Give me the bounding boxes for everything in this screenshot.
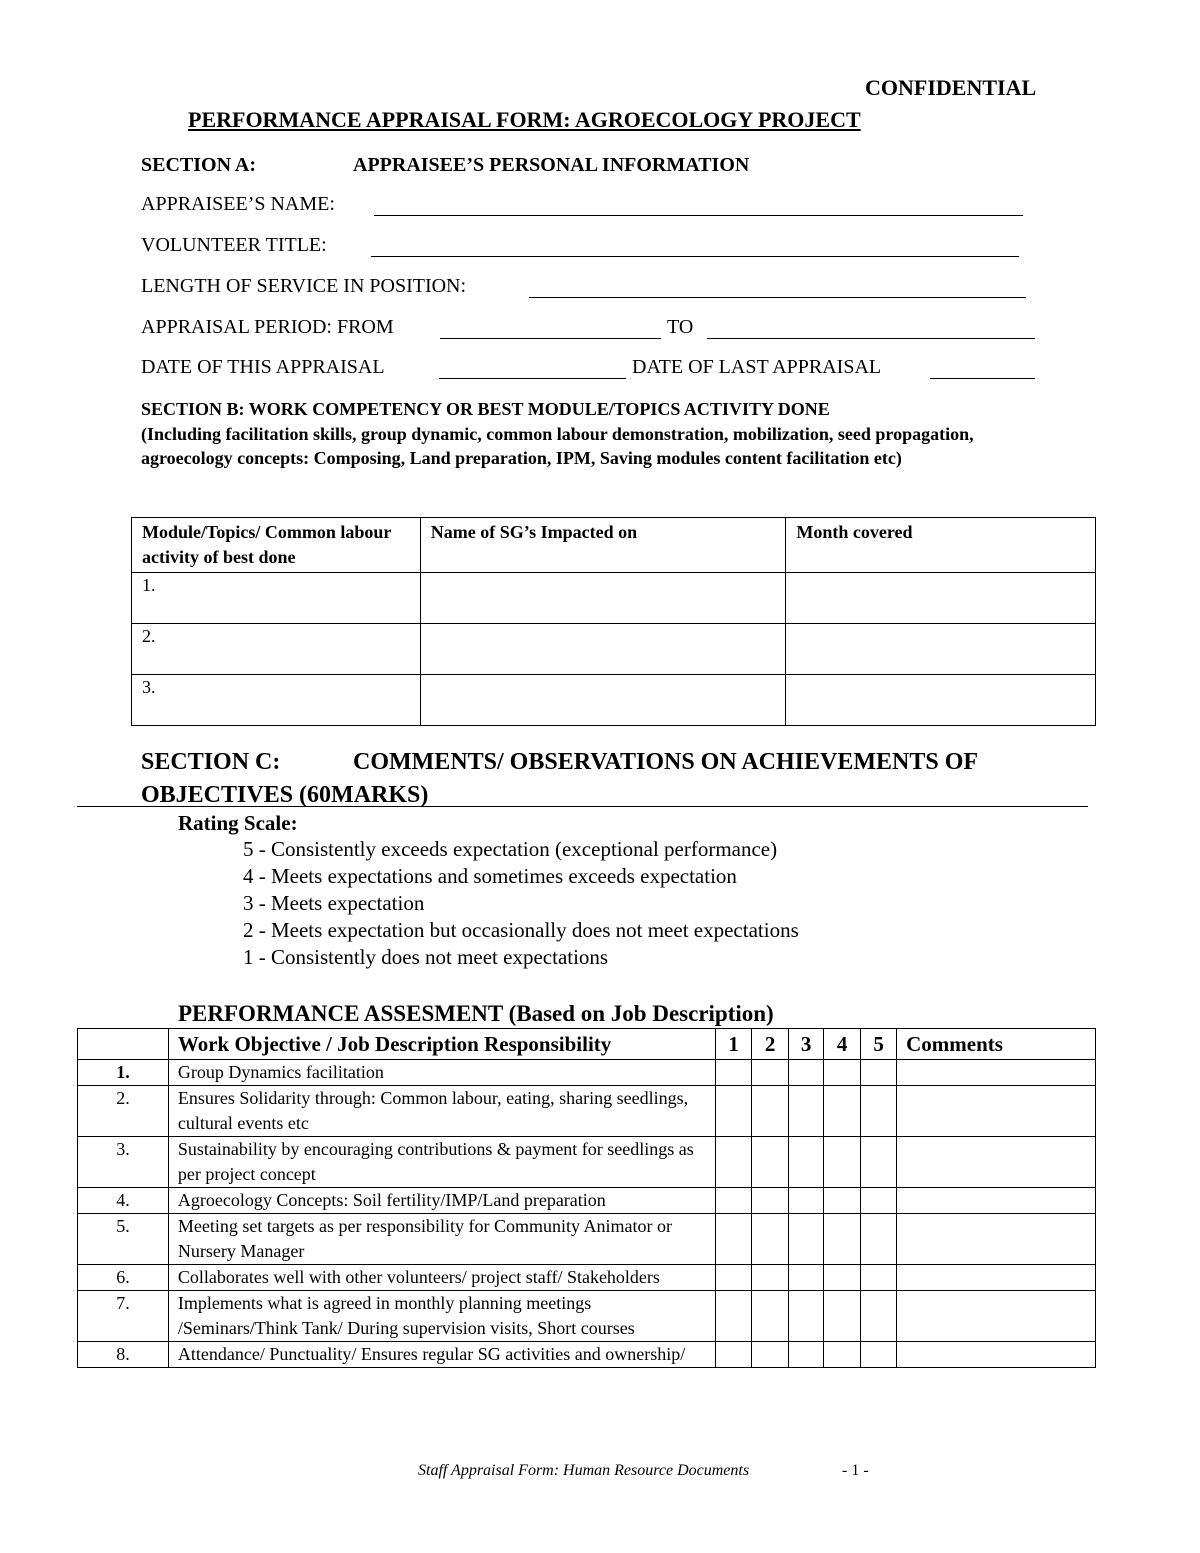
column-header-rating-3: 3 bbox=[789, 1029, 824, 1060]
appraisee-name-field[interactable] bbox=[374, 215, 1023, 216]
sg-impacted-cell[interactable] bbox=[420, 624, 786, 675]
rating-5-cell[interactable] bbox=[861, 1137, 897, 1188]
column-header-objective: Work Objective / Job Description Responsibility bbox=[168, 1029, 715, 1060]
rating-5-cell[interactable] bbox=[861, 1342, 897, 1368]
rating-4-cell[interactable] bbox=[824, 1214, 861, 1265]
column-header-comments: Comments bbox=[897, 1029, 1096, 1060]
appraisal-period-to-label: TO bbox=[667, 316, 694, 338]
comments-cell[interactable] bbox=[897, 1342, 1096, 1368]
rating-2-cell[interactable] bbox=[752, 1060, 789, 1086]
column-header-rating-5: 5 bbox=[861, 1029, 897, 1060]
row-number: 6. bbox=[78, 1265, 169, 1291]
rating-3-cell[interactable] bbox=[789, 1137, 824, 1188]
rating-5-cell[interactable] bbox=[861, 1214, 897, 1265]
rating-2-cell[interactable] bbox=[752, 1342, 789, 1368]
appraisal-period-to-field[interactable] bbox=[707, 338, 1035, 339]
rating-1-cell[interactable] bbox=[716, 1137, 752, 1188]
rating-4-cell[interactable] bbox=[824, 1137, 861, 1188]
best-activity-table bbox=[131, 517, 1096, 726]
sg-impacted-cell[interactable] bbox=[420, 675, 786, 726]
row-number: 2. bbox=[78, 1086, 169, 1137]
table-row bbox=[78, 1137, 1096, 1188]
rating-5-cell[interactable] bbox=[861, 1291, 897, 1342]
section-c-label: SECTION C: bbox=[141, 749, 281, 775]
comments-cell[interactable] bbox=[897, 1137, 1096, 1188]
volunteer-title-label: VOLUNTEER TITLE: bbox=[141, 234, 327, 256]
section-b-header bbox=[141, 397, 1061, 471]
rating-4-cell[interactable] bbox=[824, 1188, 861, 1214]
rating-4-cell[interactable] bbox=[824, 1265, 861, 1291]
rating-3-cell[interactable] bbox=[789, 1188, 824, 1214]
section-b-description: (Including facilitation skills, group dynamic, common labour demonstration, mobilization, seed propagation, agroecology concepts: Composing, Land preparation, IPM, Saving modules content facilitation etc) bbox=[141, 423, 974, 468]
column-header-number bbox=[78, 1029, 169, 1060]
objective-text: Implements what is agreed in monthly planning meetings /Seminars/Think Tank/ During supervision visits, Short courses bbox=[168, 1291, 715, 1342]
rating-3-cell[interactable] bbox=[789, 1214, 824, 1265]
appraisal-period-from-field[interactable] bbox=[440, 338, 661, 339]
table-row bbox=[78, 1214, 1096, 1265]
rating-5-cell[interactable] bbox=[861, 1188, 897, 1214]
table-row bbox=[132, 675, 1096, 726]
rating-2-cell[interactable] bbox=[752, 1137, 789, 1188]
date-of-last-appraisal-field[interactable] bbox=[930, 378, 1035, 379]
table-row bbox=[132, 573, 1096, 624]
rating-1-cell[interactable] bbox=[716, 1188, 752, 1214]
row-number: 3. bbox=[78, 1137, 169, 1188]
rating-1-cell[interactable] bbox=[716, 1265, 752, 1291]
rating-1-cell[interactable] bbox=[716, 1342, 752, 1368]
section-b-heading: SECTION B: WORK COMPETENCY OR BEST MODULE/TOPICS ACTIVITY DONE bbox=[141, 399, 830, 419]
row-number: 8. bbox=[78, 1342, 169, 1368]
table-row bbox=[78, 1188, 1096, 1214]
confidential-label: CONFIDENTIAL bbox=[865, 75, 1037, 100]
length-of-service-field[interactable] bbox=[529, 297, 1026, 298]
rating-4-cell[interactable] bbox=[824, 1342, 861, 1368]
table-row bbox=[78, 1060, 1096, 1086]
page-number: - 1 - bbox=[842, 1462, 869, 1479]
row-number: 7. bbox=[78, 1291, 169, 1342]
section-c-title-line2: OBJECTIVES (60MARKS) bbox=[141, 782, 429, 808]
month-covered-cell[interactable] bbox=[786, 675, 1096, 726]
footer-text: Staff Appraisal Form: Human Resource Documents bbox=[418, 1462, 750, 1479]
rating-scale-label: Rating Scale: bbox=[178, 811, 298, 835]
objective-text: Ensures Solidarity through: Common labour, eating, sharing seedlings, cultural events etc bbox=[168, 1086, 715, 1137]
comments-cell[interactable] bbox=[897, 1086, 1096, 1137]
column-header-module: Module/Topics/ Common labour activity of best done bbox=[132, 518, 421, 573]
table-row bbox=[132, 624, 1096, 675]
objective-text: Sustainability by encouraging contributions & payment for seedlings as per project concept bbox=[168, 1137, 715, 1188]
rating-4-cell[interactable] bbox=[824, 1060, 861, 1086]
rating-3-cell[interactable] bbox=[789, 1291, 824, 1342]
row-number: 5. bbox=[78, 1214, 169, 1265]
appraisal-period-from-label: APPRAISAL PERIOD: FROM bbox=[141, 316, 394, 338]
table-row bbox=[78, 1265, 1096, 1291]
comments-cell[interactable] bbox=[897, 1060, 1096, 1086]
row-number: 1. bbox=[78, 1060, 169, 1086]
sg-impacted-cell[interactable] bbox=[420, 573, 786, 624]
objective-text: Attendance/ Punctuality/ Ensures regular SG activities and ownership/ bbox=[168, 1342, 715, 1368]
section-c-title: COMMENTS/ OBSERVATIONS ON ACHIEVEMENTS OF bbox=[353, 749, 979, 775]
row-number: 4. bbox=[78, 1188, 169, 1214]
date-of-last-appraisal-label: DATE OF LAST APPRAISAL bbox=[632, 356, 882, 378]
rating-5-cell[interactable] bbox=[861, 1060, 897, 1086]
rating-4-cell[interactable] bbox=[824, 1086, 861, 1137]
rating-2-cell[interactable] bbox=[752, 1265, 789, 1291]
rating-scale-item: 4 - Meets expectations and sometimes exceeds expectation bbox=[243, 864, 737, 888]
month-covered-cell[interactable] bbox=[786, 573, 1096, 624]
rating-3-cell[interactable] bbox=[789, 1265, 824, 1291]
table-row bbox=[78, 1086, 1096, 1137]
section-a-label: SECTION A: bbox=[141, 154, 257, 176]
table-header-row bbox=[78, 1029, 1096, 1060]
objective-text: Group Dynamics facilitation bbox=[168, 1060, 715, 1086]
rating-3-cell[interactable] bbox=[789, 1342, 824, 1368]
rating-scale-item: 5 - Consistently exceeds expectation (exceptional performance) bbox=[243, 837, 778, 861]
volunteer-title-field[interactable] bbox=[371, 256, 1019, 257]
section-c-divider bbox=[77, 806, 1088, 807]
section-a-title: APPRAISEE’S PERSONAL INFORMATION bbox=[353, 154, 750, 176]
performance-assessment-heading: PERFORMANCE ASSESMENT (Based on Job Description) bbox=[178, 1001, 774, 1026]
comments-cell[interactable] bbox=[897, 1214, 1096, 1265]
objective-text: Meeting set targets as per responsibility for Community Animator or Nursery Manager bbox=[168, 1214, 715, 1265]
appraisee-name-label: APPRAISEE’S NAME: bbox=[141, 193, 335, 215]
section-c-heading bbox=[141, 746, 978, 812]
row-number: 2. bbox=[132, 624, 421, 675]
column-header-rating-1: 1 bbox=[716, 1029, 752, 1060]
rating-3-cell[interactable] bbox=[789, 1060, 824, 1086]
column-header-rating-2: 2 bbox=[752, 1029, 789, 1060]
comments-cell[interactable] bbox=[897, 1265, 1096, 1291]
rating-3-cell[interactable] bbox=[789, 1086, 824, 1137]
rating-scale-list bbox=[243, 836, 799, 971]
length-of-service-label: LENGTH OF SERVICE IN POSITION: bbox=[141, 275, 467, 297]
row-number: 3. bbox=[132, 675, 421, 726]
objective-text: Collaborates well with other volunteers/ project staff/ Stakeholders bbox=[168, 1265, 715, 1291]
month-covered-cell[interactable] bbox=[786, 624, 1096, 675]
rating-4-cell[interactable] bbox=[824, 1291, 861, 1342]
column-header-sg-impacted: Name of SG’s Impacted on bbox=[420, 518, 786, 573]
rating-1-cell[interactable] bbox=[716, 1291, 752, 1342]
date-of-this-appraisal-field[interactable] bbox=[439, 378, 626, 379]
rating-2-cell[interactable] bbox=[752, 1086, 789, 1137]
rating-1-cell[interactable] bbox=[716, 1086, 752, 1137]
rating-2-cell[interactable] bbox=[752, 1188, 789, 1214]
rating-5-cell[interactable] bbox=[861, 1086, 897, 1137]
rating-scale-item: 1 - Consistently does not meet expectations bbox=[243, 945, 609, 969]
form-title: PERFORMANCE APPRAISAL FORM: AGROECOLOGY PROJECT bbox=[188, 107, 861, 132]
rating-1-cell[interactable] bbox=[716, 1214, 752, 1265]
table-row bbox=[78, 1291, 1096, 1342]
table-row bbox=[78, 1342, 1096, 1368]
column-header-rating-4: 4 bbox=[824, 1029, 861, 1060]
column-header-month: Month covered bbox=[786, 518, 1096, 573]
comments-cell[interactable] bbox=[897, 1188, 1096, 1214]
rating-1-cell[interactable] bbox=[716, 1060, 752, 1086]
rating-scale-item: 3 - Meets expectation bbox=[243, 891, 425, 915]
rating-5-cell[interactable] bbox=[861, 1265, 897, 1291]
rating-2-cell[interactable] bbox=[752, 1291, 789, 1342]
performance-assessment-table bbox=[77, 1028, 1096, 1368]
objective-text: Agroecology Concepts: Soil fertility/IMP/Land preparation bbox=[168, 1188, 715, 1214]
table-header-row bbox=[132, 518, 1096, 573]
rating-2-cell[interactable] bbox=[752, 1214, 789, 1265]
date-of-this-appraisal-label: DATE OF THIS APPRAISAL bbox=[141, 356, 385, 378]
row-number: 1. bbox=[132, 573, 421, 624]
comments-cell[interactable] bbox=[897, 1291, 1096, 1342]
rating-scale-item: 2 - Meets expectation but occasionally does not meet expectations bbox=[243, 918, 799, 942]
